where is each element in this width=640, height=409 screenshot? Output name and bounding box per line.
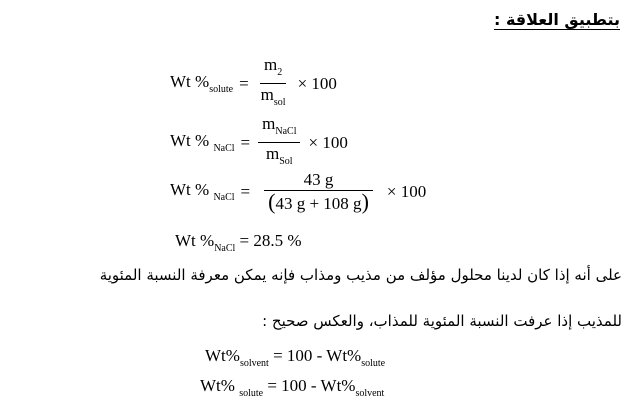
equation-result: Wt $\%_{NaCl} = 28.5$ %: [175, 231, 302, 254]
numerator: 43 g: [264, 170, 374, 191]
equation-lhs: Wt $\%_{solute}$: [170, 72, 234, 95]
equation-lhs: Wt % $_{NaCl}$: [170, 180, 235, 203]
equals-sign: =: [240, 132, 251, 152]
result-value: = 28.5 %: [239, 231, 302, 250]
section-heading: بتطبيق العلاقة :: [494, 10, 620, 29]
fraction: [258, 114, 300, 171]
equals-sign: =: [240, 181, 251, 201]
denominator: $m_{sol}$: [260, 85, 286, 108]
paragraph-line-2: للمذيب إذا عرفت النسبة المئوية للمذاب، والعكس صحيح :: [262, 312, 622, 330]
equation-nacl-substituted: [170, 170, 426, 213]
multiplier: × 100: [308, 132, 348, 152]
fraction: [257, 55, 290, 112]
denominator: (43 g + 108 g): [268, 189, 369, 214]
equation-nacl-mass-ratio: [170, 114, 348, 171]
equation-solute-percent: [170, 55, 337, 112]
multiplier: × 100: [297, 73, 337, 93]
equation-lhs: Wt % $_{NaCl}$: [170, 131, 235, 154]
equals-sign: =: [239, 73, 249, 93]
equation-solvent-percent: $Wt\%_{solvent} = 100 - Wt\%_{solute}$: [205, 346, 386, 369]
multiplier: × 100: [386, 181, 427, 201]
numerator: $m_2$: [260, 55, 286, 84]
paragraph-line-1: على أنه إذا كان لدينا محلول مؤلف من مذيب ومذاب فإنه يمكن معرفة النسبة المئوية: [99, 266, 622, 284]
denominator: $m_{Sol}$: [266, 144, 293, 167]
equation-solute-from-solvent: Wt% $_{solute} = 100 - Wt\%_{solvent}$: [200, 376, 385, 399]
fraction: [258, 170, 379, 213]
numerator: $m_{NaCl}$: [258, 114, 300, 143]
